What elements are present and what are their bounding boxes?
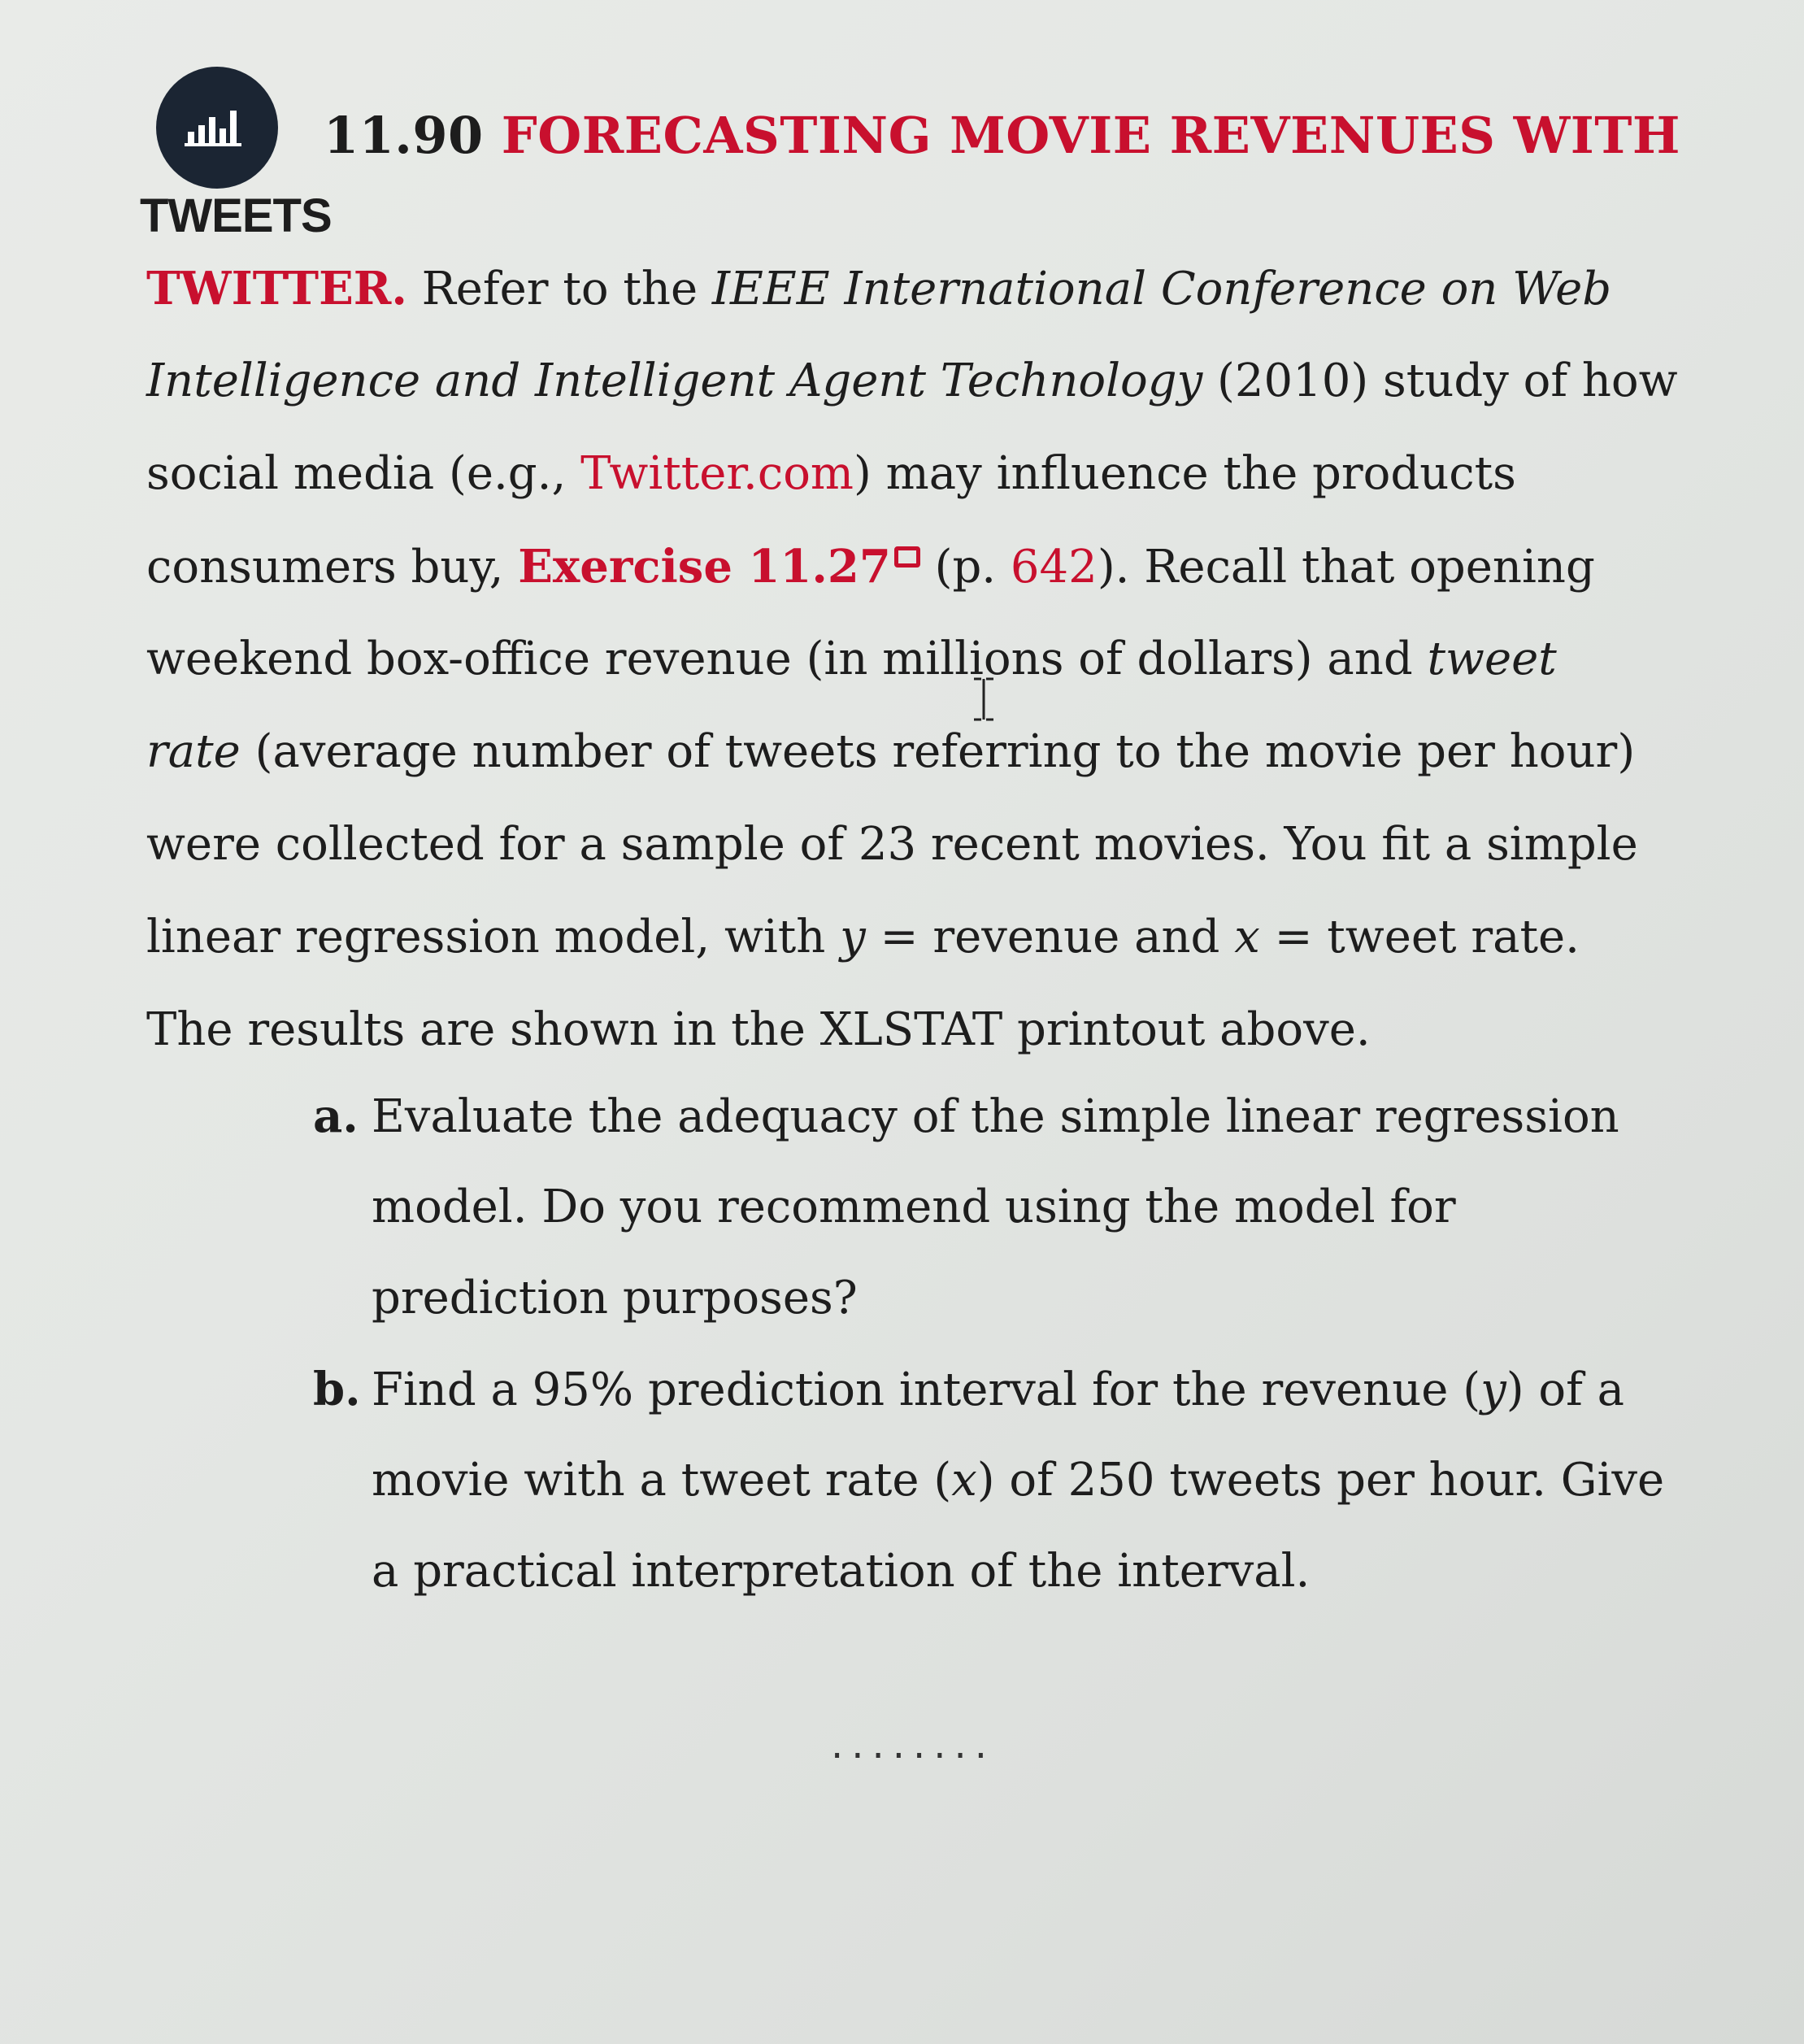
body-text: = tweet rate. xyxy=(1259,911,1580,963)
variable-name: rate xyxy=(146,725,241,778)
page-link[interactable]: 642 xyxy=(1010,541,1098,594)
body-text: ). Recall that opening xyxy=(1097,541,1595,594)
body-line-4 xyxy=(146,540,1675,633)
source-label: TWITTER. xyxy=(146,262,407,315)
question-marker: b. xyxy=(313,1363,361,1416)
math-var-y: y xyxy=(1480,1363,1506,1416)
body-text: weekend box-office revenue (in millions of dollars) and xyxy=(146,633,1428,685)
body-line-7: were collected for a sample of 23 recent movies. You fit a simple xyxy=(146,818,1638,871)
exercise-title-text: FORECASTING MOVIE REVENUES WITH xyxy=(501,106,1680,165)
question-text: ) of a xyxy=(1506,1363,1624,1416)
body-text: Refer to the xyxy=(406,263,712,315)
question-text: Evaluate the adequacy of the simple linear regression xyxy=(372,1090,1619,1143)
question-a xyxy=(313,1089,1654,1181)
exercise-number: 11.90 xyxy=(324,106,484,165)
exercise-title xyxy=(324,106,1680,165)
question-list xyxy=(313,1089,1665,1636)
math-var-x: x xyxy=(951,1454,977,1507)
body-text: (2010) study of how xyxy=(1202,354,1678,407)
journal-title-cont: Intelligence and Intelligent Agent Technology xyxy=(146,354,1203,407)
question-b-line-2 xyxy=(313,1454,1665,1545)
body-text: social media (e.g., xyxy=(146,447,581,500)
question-a-line-3: prediction purposes? xyxy=(372,1272,858,1324)
text-cursor-icon xyxy=(972,676,996,722)
math-var-y: y xyxy=(840,911,866,963)
journal-title: IEEE International Conference on Web xyxy=(711,263,1612,315)
body-line-6 xyxy=(146,725,1675,818)
question-text: ) of 250 tweets per hour. Give xyxy=(976,1454,1665,1507)
body-line-5 xyxy=(146,633,1675,725)
exercise-body xyxy=(146,262,1678,1096)
question-a-line-2: model. Do you recommend using the model for xyxy=(372,1181,1456,1233)
question-text: Find a 95% prediction interval for the revenue ( xyxy=(372,1363,1481,1416)
question-marker: a. xyxy=(313,1089,359,1143)
body-line-2 xyxy=(146,354,1678,447)
question-text: movie with a tweet rate ( xyxy=(372,1454,952,1507)
question-b xyxy=(313,1363,1654,1454)
link-icon[interactable] xyxy=(894,546,920,568)
exercise-title-line2: TWEETS xyxy=(140,189,332,242)
body-text: consumers buy, xyxy=(146,541,519,594)
data-set-badge xyxy=(156,67,278,189)
body-text: linear regression model, with xyxy=(146,911,841,963)
body-line-3 xyxy=(146,447,1675,540)
body-text: (p. xyxy=(919,541,1011,594)
exercise-link[interactable]: Exercise 11.27 xyxy=(518,540,891,594)
question-b-line-3: a practical interpretation of the interval. xyxy=(372,1545,1311,1598)
body-text: = revenue and xyxy=(865,911,1235,963)
math-var-x: x xyxy=(1234,911,1260,963)
body-text: ) may influence the products xyxy=(854,447,1516,500)
bar-chart-icon xyxy=(185,101,250,150)
body-line-8 xyxy=(146,911,1675,1003)
body-line-9: The results are shown in the XLSTAT printout above. xyxy=(146,1003,1371,1056)
twitter-link[interactable]: Twitter.com xyxy=(580,447,854,500)
variable-name: tweet xyxy=(1427,633,1557,685)
section-divider: ........ xyxy=(831,1722,996,1768)
body-line-1 xyxy=(146,262,1675,354)
body-text: (average number of tweets referring to the movie per hour) xyxy=(240,725,1636,778)
